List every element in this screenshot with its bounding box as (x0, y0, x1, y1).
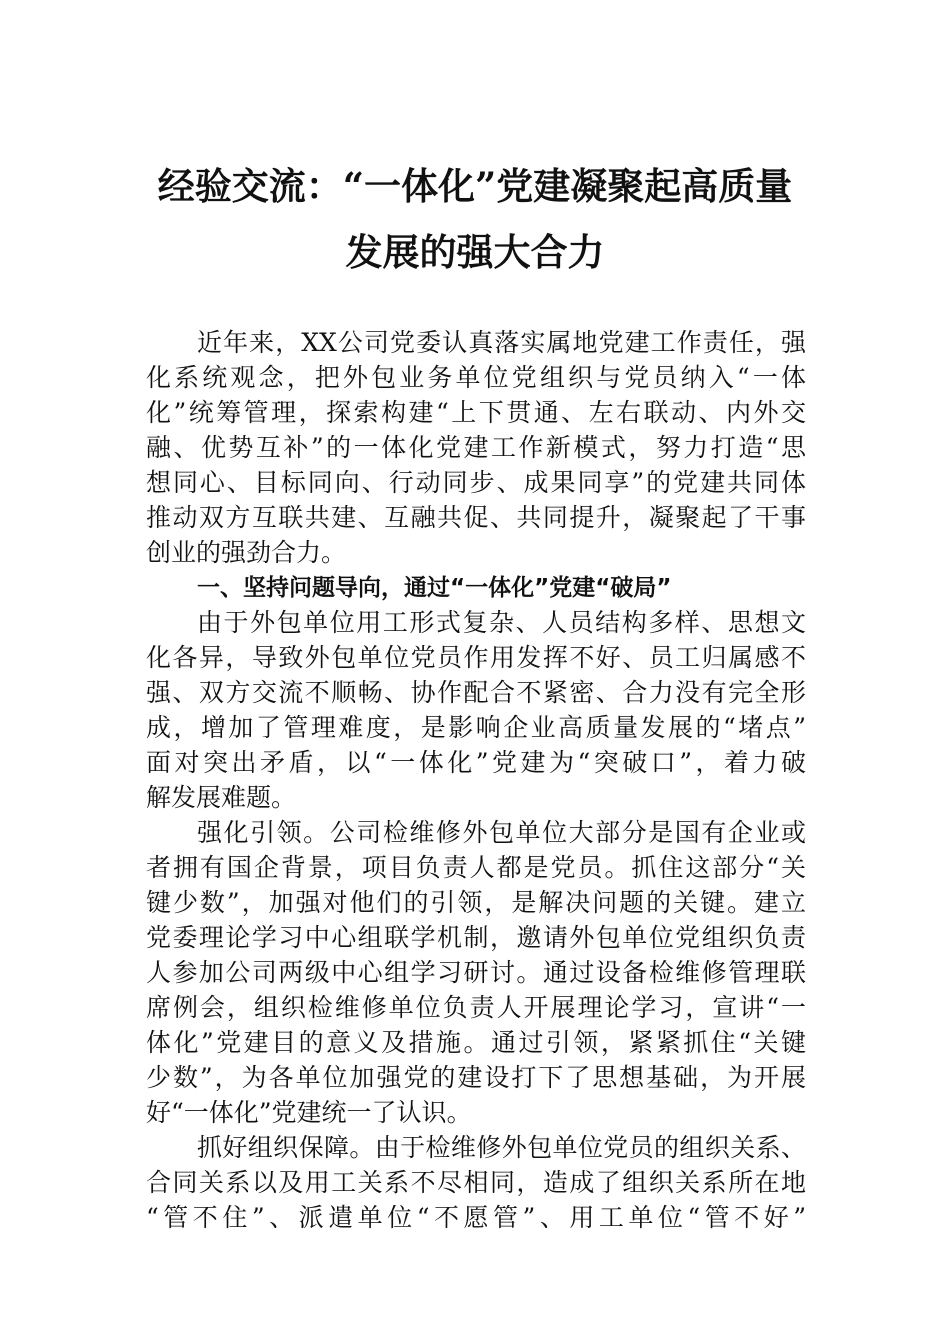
paragraph-line: 成，增加了管理难度，是影响企业高质量发展的“堵点” (146, 713, 806, 742)
paragraph-line: 强、双方交流不顺畅、协作配合不紧密、合力没有完全形 (146, 678, 806, 707)
paragraph-line: 融、优势互补”的一体化党建工作新模式，努力打造“思 (146, 433, 806, 462)
paragraph-line: 席例会，组织检维修单位负责人开展理论学习，宣讲“一 (146, 993, 806, 1022)
paragraph-line: 化”统筹管理，探索构建“上下贯通、左右联动、内外交 (146, 398, 806, 427)
paragraph-line: 解发展难题。 (146, 783, 297, 812)
paragraph-line: “管不住”、派遣单位“不愿管”、用工单位“管不好” (146, 1203, 806, 1232)
paragraph-line: 近年来，XX公司党委认真落实属地党建工作责任，强 (197, 328, 806, 357)
paragraph-line: 人参加公司两级中心组学习研讨。通过设备检维修管理联 (146, 958, 806, 987)
document-title-line-1: 经验交流：“一体化”党建凝聚起高质量 (157, 164, 793, 208)
paragraph-line: 体化”党建目的意义及措施。通过引领，紧紧抓住“关键 (146, 1028, 806, 1057)
paragraph-line: 创业的强劲合力。 (146, 538, 347, 567)
paragraph-line: 想同心、目标同向、行动同步、成果同享”的党建共同体 (146, 468, 806, 497)
paragraph-line: 面对突出矛盾，以“一体化”党建为“突破口”，着力破 (146, 748, 806, 777)
paragraph-line: 者拥有国企背景，项目负责人都是党员。抓住这部分“关 (146, 853, 806, 882)
paragraph-line: 少数”，为各单位加强党的建设打下了思想基础，为开展 (146, 1063, 806, 1092)
paragraph-line: 抓好组织保障。由于检维修外包单位党员的组织关系、 (197, 1133, 806, 1162)
paragraph-line: 推动双方互联共建、互融共促、共同提升，凝聚起了干事 (146, 503, 806, 532)
paragraph-line: 合同关系以及用工关系不尽相同，造成了组织关系所在地 (146, 1168, 806, 1197)
paragraph-line: 由于外包单位用工形式复杂、人员结构多样、思想文 (197, 608, 806, 637)
paragraph-line: 化各异，导致外包单位党员作用发挥不好、员工归属感不 (146, 643, 806, 672)
paragraph-line: 键少数”，加强对他们的引领，是解决问题的关键。建立 (146, 888, 806, 917)
paragraph-line: 党委理论学习中心组联学机制，邀请外包单位党组织负责 (146, 923, 806, 952)
paragraph-line: 化系统观念，把外包业务单位党组织与党员纳入“一体 (146, 363, 806, 392)
paragraph-line: 好“一体化”党建统一了认识。 (146, 1098, 472, 1127)
paragraph-line: 强化引领。公司检维修外包单位大部分是国有企业或 (197, 818, 806, 847)
section-heading: 一、坚持问题导向，通过“一体化”党建“破局” (197, 575, 672, 601)
document-title-line-2: 发展的强大合力 (345, 230, 605, 274)
